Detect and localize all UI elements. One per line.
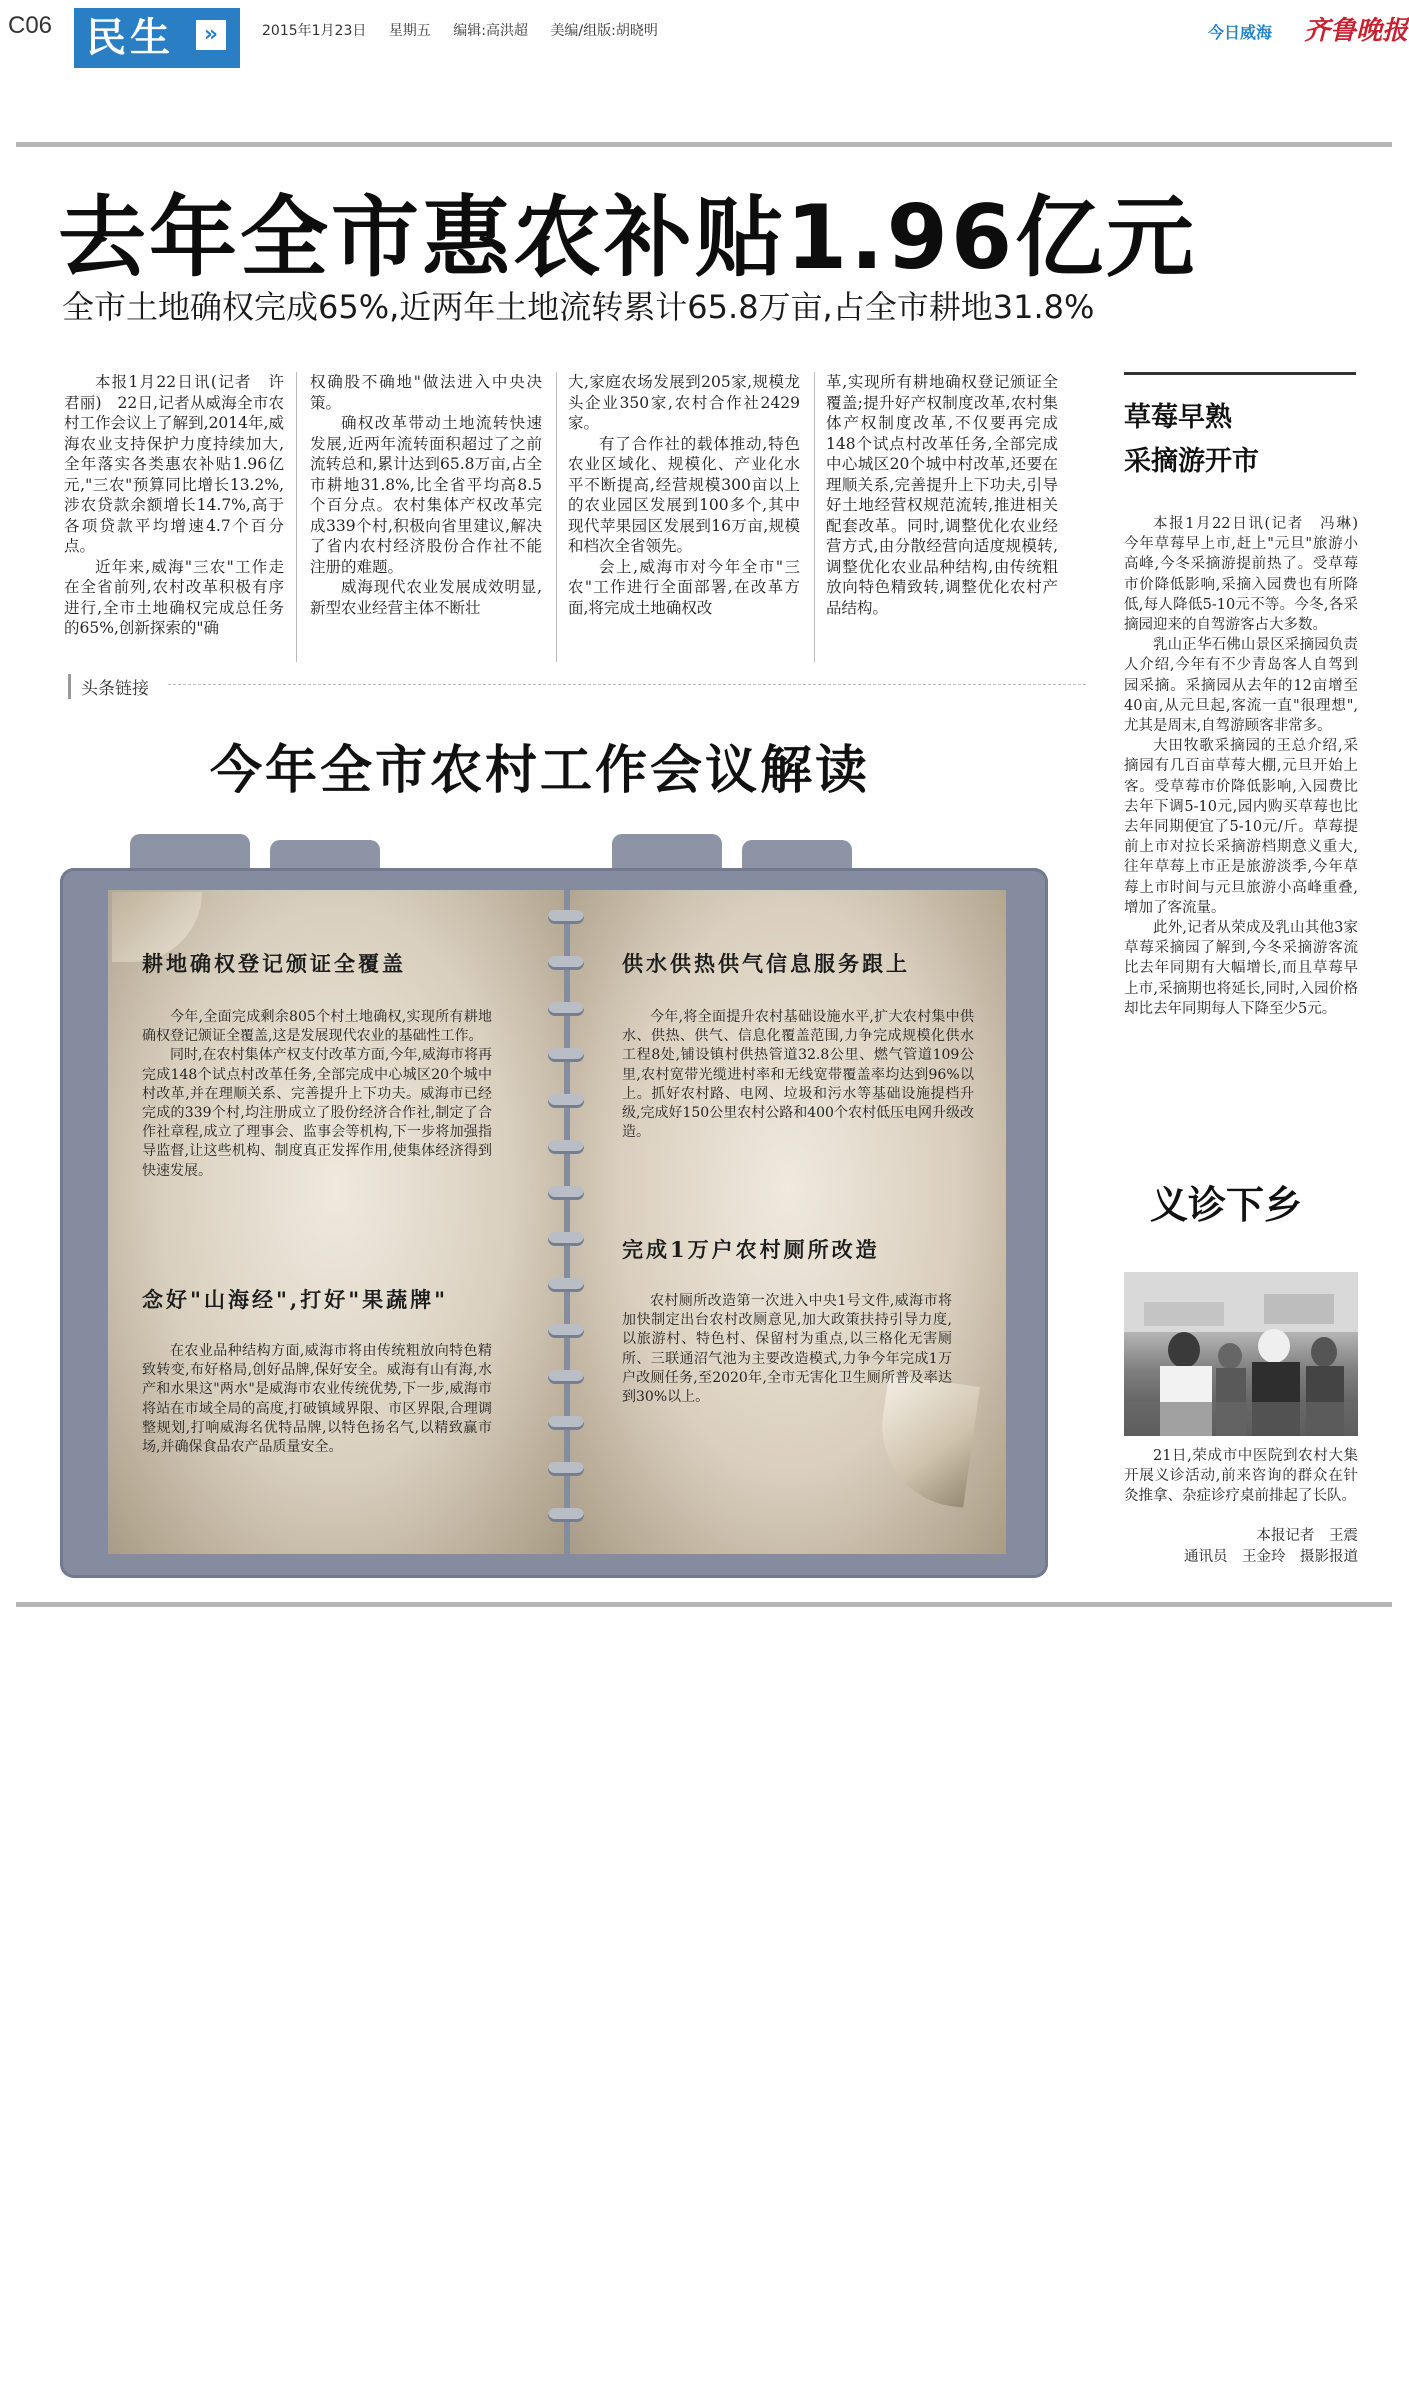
- feature-paragraph: 农村厕所改造第一次进入中央1号文件,威海市将加快制定出台农村改厕意见,加大政策扶持引导力度,以旅游村、特色村、保留村为重点,以三格化无害厕所、三联通沼气池为主要改造模式,力争今年完成1万户改厕任务,至2020年,全市无害化卫生厕所普及率达到30%以上。: [622, 1293, 952, 1406]
- feature-section-body: [142, 1008, 492, 1181]
- sidebar-paragraph: 此外,记者从荣成及乳山其他3家草莓采摘园了解到,今冬采摘游客流比去年同期有大幅增长,而且草莓早上市,采摘期也将延长,同时,入园价格却比去年同期每人下降至少5元。: [1124, 920, 1358, 1017]
- lead-paragraph: 大,家庭农场发展到205家,规模龙头企业350家,农村合作社2429家。: [568, 373, 800, 432]
- related-link-tag: 头条链接: [68, 674, 159, 699]
- ring-icon: [548, 1048, 584, 1062]
- reporter-credit: 本报记者 王震: [1256, 1528, 1358, 1544]
- feature-section-title: 供水供热供气信息服务跟上: [622, 951, 910, 976]
- editor-credit: 编辑:高洪超: [453, 23, 528, 39]
- feature-paragraph: 今年,将全面提升农村基础设施水平,扩大农村集中供水、供热、供气、信息化覆盖范围,力争完成规模化供水工程8处,铺设镇村供热管道32.8公里、燃气管道109公里,农村宽带光缆进村率和无线宽带覆盖率均达到96%以上。抓好农村路、电网、垃圾和污水等基础设施提档升级,完成好150公里农村公路和400个农村低压电网升级改造。: [622, 1009, 974, 1141]
- lead-column-3: [568, 372, 800, 618]
- lead-paragraph: 有了合作社的载体推动,特色农业区域化、规模化、产业化水平不断提高,经营规模300亩以上的农业园区发展到100多个,其中现代苹果园区发展到16万亩,规模和档次全省领先。: [568, 434, 800, 555]
- clinic-photo-image: [1124, 1272, 1358, 1436]
- sidebar-paragraph: 本报1月22日讯(记者 冯琳) 今年草莓早上市,赶上"元旦"旅游小高峰,今冬采摘游提前热了。受草莓市价降低影响,采摘入园费也有所降低,每人降低5-10元不等。今冬,各采摘园迎来的自驾游客占大多数。: [1124, 516, 1373, 634]
- ring-icon: [548, 1462, 584, 1476]
- photo-credits: [1124, 1526, 1358, 1568]
- lead-headline: 去年全市惠农补贴1.96亿元: [58, 186, 1198, 289]
- lead-paragraph: 权确股不确地"做法进入中央决策。: [310, 373, 542, 412]
- lead-paragraph: 确权改革带动土地流转快速发展,近两年流转面积超过了之前流转总和,累计达到65.8万亩,占全市耕地31.8%,比全省平均高8.5个百分点。农村集体产权改革完成339个村,积极向省里建议,解决了省内农村经济股份合作社不能注册的难题。: [310, 414, 542, 576]
- issue-meta: [262, 20, 676, 40]
- correspondent-credit: 通讯员 王金玲 摄影报道: [1184, 1549, 1358, 1565]
- sidebar-story-body: [1124, 514, 1373, 1019]
- feature-section-body: [142, 1342, 492, 1457]
- lead-column-1: [64, 372, 284, 639]
- column-divider: [296, 372, 297, 662]
- ring-icon: [548, 1232, 584, 1246]
- feature-section-title: 完成1万户农村厕所改造: [622, 1237, 880, 1262]
- section-label: 民生: [74, 8, 240, 68]
- column-divider: [814, 372, 815, 662]
- sidebar-title-line: 采摘游开市: [1124, 446, 1259, 477]
- feature-section-body: [622, 1292, 952, 1407]
- ring-icon: [548, 1508, 584, 1522]
- lead-column-2: [310, 372, 542, 618]
- feature-paragraph: 同时,在农村集体产权支付改革方面,今年,威海市将再完成148个试点村改革任务,全部完成中心城区20个城中村改革,并在理顺关系、完善提升上下功夫。威海市已经完成的339个村,均注册成立了股份经济合作社,制定了合作社章程,成立了理事会、监事会等机构,下一步将加强指导监督,让这些机构、制度真正发挥作用,使集体经济得到快速发展。: [142, 1047, 492, 1179]
- lead-paragraph: 会上,威海市对今年全市"三农"工作进行全面部署,在改革方面,将完成土地确权改: [568, 557, 800, 617]
- ring-icon: [548, 1370, 584, 1384]
- photo-caption: [1124, 1446, 1358, 1507]
- sidebar-paragraph: 大田牧歌采摘园的王总介绍,采摘园有几百亩草莓大棚,元旦开始上客。受草莓市价降低影响,入园费比去年下调5-10元,园内购买草莓也比去年同期便宜了5-10元/斤。草莓提前上市对拉长采摘游档期意义重大,往年草莓上市正是旅游淡季,今年草莓上市时间与元旦旅游小高峰重叠,增加了客流量。: [1124, 738, 1358, 916]
- ring-icon: [548, 1094, 584, 1108]
- lead-paragraph: 革,实现所有耕地确权登记颁证全覆盖;提升好产权制度改革,农村集体产权制度改革,不仅要再完成148个试点村改革任务,全部完成中心城区20个城中村改革,还要在理顺关系,完善提升上下功夫,引导好土地经营权规范流转,推进相关配套改革。同时,调整优化农业经营方式,由分散经营向适度规模转,调整优化农业品种结构,由传统粗放向特色精致转,调整优化农村产品结构。: [826, 373, 1058, 617]
- page-number: C06: [8, 12, 53, 39]
- feature-section-title: 耕地确权登记颁证全覆盖: [142, 951, 406, 976]
- sidebar-title-line: 草莓早熟: [1124, 402, 1232, 433]
- column-divider: [556, 372, 557, 662]
- lead-subhead: 全市土地确权完成65%,近两年土地流转累计65.8万亩,占全市耕地31.8%: [62, 288, 1095, 326]
- feature-paragraph: 今年,全面完成剩余805个村土地确权,实现所有耕地确权登记颁证全覆盖,这是发展现代农业的基础性工作。: [142, 1009, 492, 1045]
- ring-icon: [548, 1002, 584, 1016]
- ring-icon: [548, 1186, 584, 1200]
- sidebar-photo-title: 义诊下乡: [1150, 1183, 1303, 1227]
- lead-column-4: [826, 372, 1058, 618]
- ring-icon: [548, 956, 584, 970]
- clinic-photo: [1124, 1272, 1358, 1436]
- issue-weekday: 星期五: [388, 23, 431, 39]
- bottom-divider: [16, 1602, 1392, 1607]
- lead-paragraph: 本报1月22日讯(记者 许君丽) 22日,记者从威海全市农村工作会议上了解到,2014年,威海农业支持保护力度持续加大,全年落实各类惠农补贴1.96亿元,"三农"预算同比增长13.2%,涉农贷款余额增长14.7%,高于各项贷款平均增速4.7个百分点。: [64, 373, 284, 555]
- feature-section-title: 念好"山海经",打好"果蔬牌": [142, 1287, 449, 1312]
- paper-logo: 齐鲁晚报: [1304, 16, 1409, 46]
- ring-icon: [548, 1416, 584, 1430]
- sidebar-top-rule: [1124, 372, 1356, 375]
- lead-paragraph: 威海现代农业发展成效明显,新型农业经营主体不断壮: [310, 578, 542, 617]
- feature-paragraph: 在农业品种结构方面,威海市将由传统粗放向特色精致转变,布好格局,创好品牌,保好安全。威海有山有海,水产和水果这"两水"是威海市农业传统优势,下一步,威海市将站在市域全局的高度,打破镇域界限、市区界限,合理调整规划,打响威海名优特品牌,以特色扬名气,以精致赢市场,并确保食品农产品质量安全。: [142, 1343, 492, 1456]
- sidebar-story-title: [1124, 396, 1358, 484]
- sidebar-paragraph: 乳山正华石佛山景区采摘园负责人介绍,今年有不少青岛客人自驾到园采摘。采摘园从去年的12亩增至40亩,从元旦起,客流一直"很理想",尤其是周末,自驾游顾客非常多。: [1124, 637, 1358, 735]
- section-arrow-icon: »: [196, 20, 226, 50]
- lead-paragraph: 近年来,威海"三农"工作走在全省前列,农村改革积极有序进行,全市土地确权完成总任务的65%,创新探索的"确: [64, 557, 284, 637]
- ring-icon: [548, 1140, 584, 1154]
- column-name: 今日威海: [1208, 23, 1273, 42]
- ring-icon: [548, 910, 584, 924]
- designer-credit: 美编/组版:胡晓明: [550, 23, 658, 39]
- feature-section-body: [622, 1008, 974, 1142]
- caption-text: 21日,荣成市中医院到农村大集开展义诊活动,前来咨询的群众在针灸推拿、杂症诊疗桌前排起了长队。: [1124, 1448, 1358, 1505]
- dashed-divider: [168, 684, 1086, 685]
- issue-date: 2015年1月23日: [262, 23, 367, 39]
- ring-icon: [548, 1324, 584, 1338]
- top-divider: [16, 142, 1392, 147]
- feature-title: 今年全市农村工作会议解读: [210, 740, 871, 801]
- ring-icon: [548, 1278, 584, 1292]
